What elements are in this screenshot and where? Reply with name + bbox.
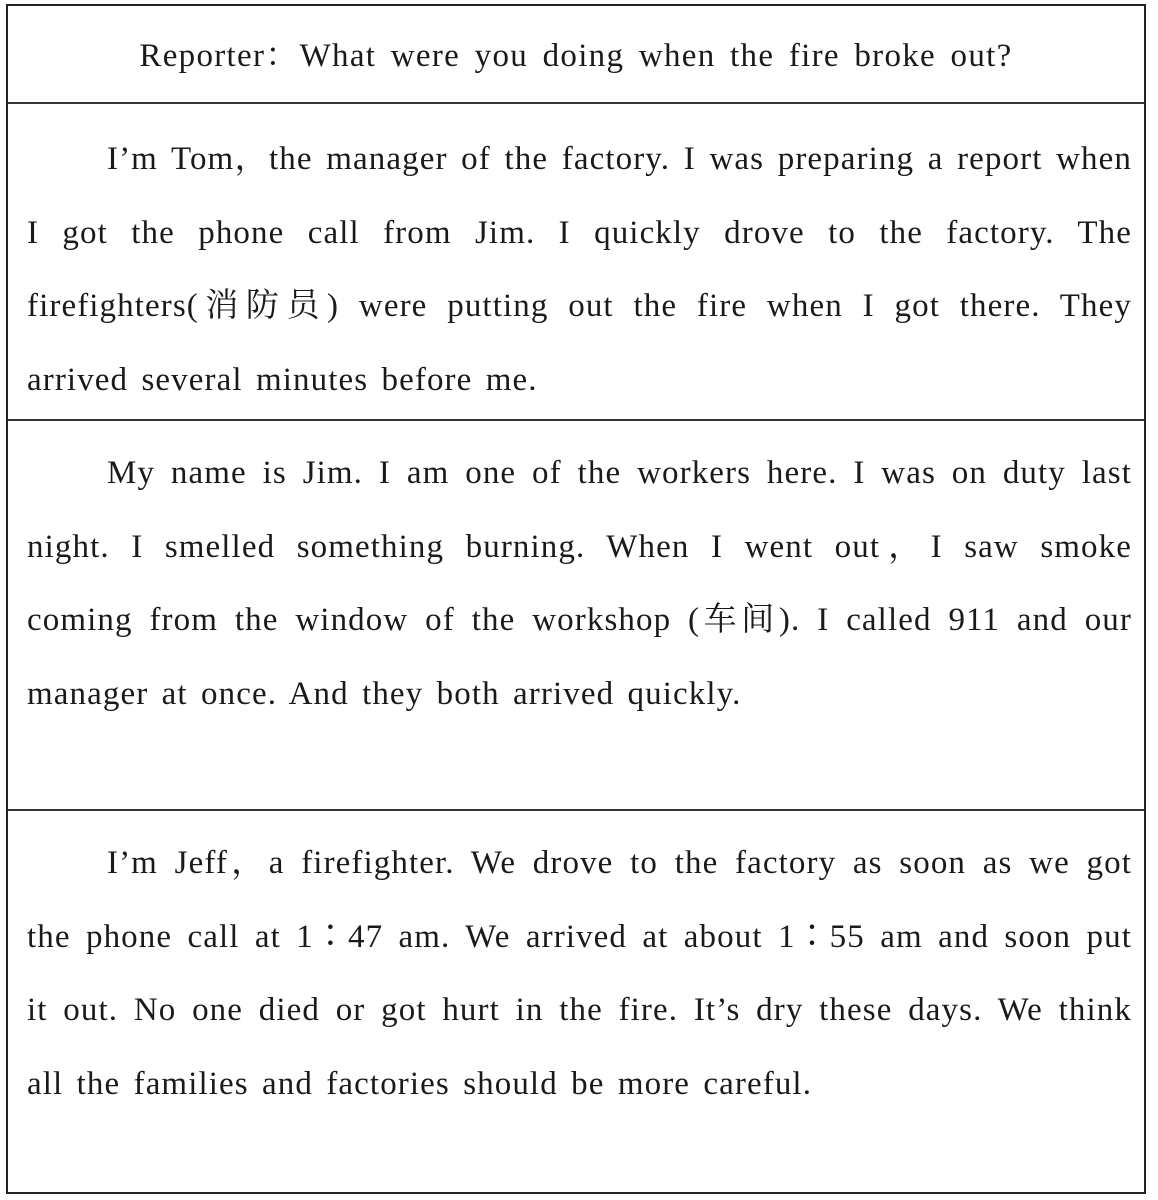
jeff-answer-text: I’m Jeff，a firefighter. We drove to the factory as soon as we got the phone call at 1∶47 am. We arrived at about 1∶55 am and soon put it out. No one died or got hurt in the fire. It’s dry these days. We think all the families and factories should be more careful. xyxy=(27,845,1132,1102)
jim-answer-text: My name is Jim. I am one of the workers here. I was on duty last night. I smelled something burning. When I went out，I saw smoke coming from the window of the workshop (车间). I called 911 and our manager at once. And they both arrived quickly. xyxy=(27,455,1132,712)
tom-answer-row xyxy=(8,102,1144,419)
reporter-separator: ： xyxy=(265,38,300,74)
tom-answer-text: I’m Tom，the manager of the factory. I was preparing a report when I got the phone call from Jim. I quickly drove to the factory. The firefighters(消防员) were putting out the fire when I got there. They arrived several minutes before me. xyxy=(27,141,1132,398)
jeff-answer-row xyxy=(8,809,1144,1192)
reporter-question xyxy=(8,36,1144,76)
interview-table xyxy=(6,4,1146,1194)
reporter-label: Reporter xyxy=(139,38,266,74)
question-text: What were you doing when the fire broke out? xyxy=(299,38,1013,74)
jim-answer-row xyxy=(8,419,1144,809)
reporter-question-row xyxy=(8,6,1144,102)
